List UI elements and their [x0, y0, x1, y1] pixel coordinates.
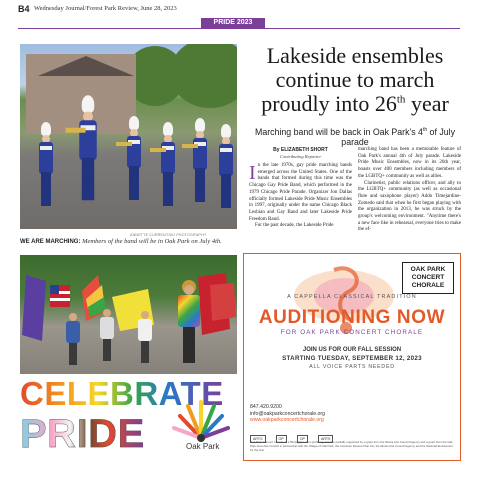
photo-caption	[20, 238, 245, 245]
parade-walker-tie-dye	[178, 285, 200, 365]
byline-role: Contributing Reporter	[279, 154, 322, 159]
headline-line-3: proudly into 26th year	[261, 91, 449, 116]
section-tab: PRIDE 2023	[201, 18, 265, 28]
parade-walker	[138, 311, 152, 363]
page-number: B4	[18, 4, 30, 14]
sponsor-logo: ARTS	[318, 435, 334, 443]
celebrate-pride-banner	[20, 374, 237, 460]
header-rule	[18, 28, 460, 29]
music-note-graphic	[274, 258, 414, 354]
byline: By ELIZABETH SHORT	[273, 147, 328, 153]
marcher-figure	[126, 116, 142, 202]
marcher-figure	[78, 95, 98, 203]
marcher-figure	[160, 122, 176, 208]
marching-band-photo	[20, 44, 237, 229]
ad-tradition-line: A CAPPELLA CLASSICAL TRADITION	[287, 294, 417, 300]
ad-start-date: STARTING TUESDAY, SEPTEMBER 12, 2023	[282, 355, 422, 362]
oak-park-pride-logo	[170, 398, 232, 451]
headline-line-1: Lakeside ensembles	[266, 43, 444, 68]
celebrate-word: CELEBRATE	[20, 375, 224, 412]
marcher-figure	[192, 118, 208, 204]
chorale-logo: OAK PARK CONCERT CHORALE	[402, 262, 454, 294]
article-headline	[249, 44, 461, 116]
photo-credit: ANNETTE CURRENT/WJ PHOTOGRAPHY	[130, 233, 207, 237]
ad-headline: AUDITIONING NOW	[258, 307, 446, 328]
sponsor-logo: OP	[297, 435, 308, 443]
ad-for-line: FOR OAK PARK CONCERT CHORALE	[280, 329, 424, 336]
parade-walker	[66, 313, 80, 365]
marcher-figure	[38, 122, 54, 208]
ad-website-link[interactable]: www.oakparkconcertchorale.org	[250, 417, 324, 424]
drop-cap: I	[249, 162, 256, 184]
pride-swirl-icon	[170, 398, 232, 444]
chorale-advertisement	[243, 253, 461, 461]
article-column-1	[249, 163, 352, 230]
marcher-figure	[218, 124, 234, 210]
page-header	[0, 0, 480, 28]
pride-parade-photo	[20, 255, 237, 374]
ad-fineprint: Oak Park Concert Chorale is a 501(c)(3) not-for-profit organization partially supported by a grant from the Illinois Arts Council Agency and a grant from the Oak Park Area Arts Council in partnership with the Village of Oak Park, the American Rescue Plan Act, the Illinois Arts Council Agency and the National Endowment for the Arts.	[250, 440, 453, 452]
ad-contact-block	[250, 404, 325, 424]
ad-voice-parts: ALL VOICE PARTS NEEDED	[309, 364, 395, 370]
pride-flags-graphic	[20, 255, 237, 374]
headline-line-2: continue to march	[275, 67, 435, 92]
ad-phone[interactable]: 847.420.9200	[250, 404, 282, 410]
article-deck: Marching band will be back in Oak Park's 4th of July parade	[255, 127, 455, 147]
column-2-paragraph-2: Clarinetist, public relations officer, and ally to the LGBTQ+ community (as well as occasional flute and saxophone player) Addo Timejardine-Zomedo said that when he first began playing with the organization in 2013, he was struck by the group's welcoming environment. "Anytime there's a new face like in rehearsal, everyone tries to make the ef-	[358, 180, 461, 233]
column-1-paragraph-2: For the past decade, the Lakeside Pride	[255, 223, 334, 229]
article-column-2	[358, 147, 461, 234]
dateline: Wednesday Journal/Forest Park Review, June 28, 2023	[34, 5, 177, 12]
parade-walker	[100, 309, 114, 361]
sponsor-logo: OP	[276, 435, 287, 443]
caption-text: Members of the band will be in Oak Park on July 4th.	[82, 238, 222, 245]
ad-email[interactable]: info@oakparkconcertchorale.org	[250, 410, 326, 417]
pride-word: PRIDE	[20, 412, 145, 456]
tree-graphic	[170, 44, 237, 108]
sponsor-logo: ARTS	[250, 435, 266, 443]
oak-park-logo-text: Oak Park	[186, 442, 220, 451]
column-2-paragraph-1: marching band has been a memorable feature of Oak Park's annual 4th of July parade. Lakeside Pride Music Ensembles, now in its 26th year, boasts over 400 members including members of the LGBTQ+ community as well as allies.	[358, 147, 461, 179]
ad-join-line: JOIN US FOR OUR FALL SESSION	[302, 347, 402, 353]
caption-lead: WE ARE MARCHING:	[20, 239, 81, 245]
sponsor-logos	[250, 427, 370, 441]
column-1-paragraph-1: n the late 1970s, gay pride marching bands emerged across the United States. One of the bands that formed during this time was the Chicago Gay Pride Band, which performed in the 1979 Chicago Pride Parade. Organizer Jon Dallas officially formed Lakeside Pride Music Ensembles in 1997, originally under the name Chicago Black Lesbian and Gay Band and later Lakeside Pride Freedom Band.	[249, 163, 352, 222]
